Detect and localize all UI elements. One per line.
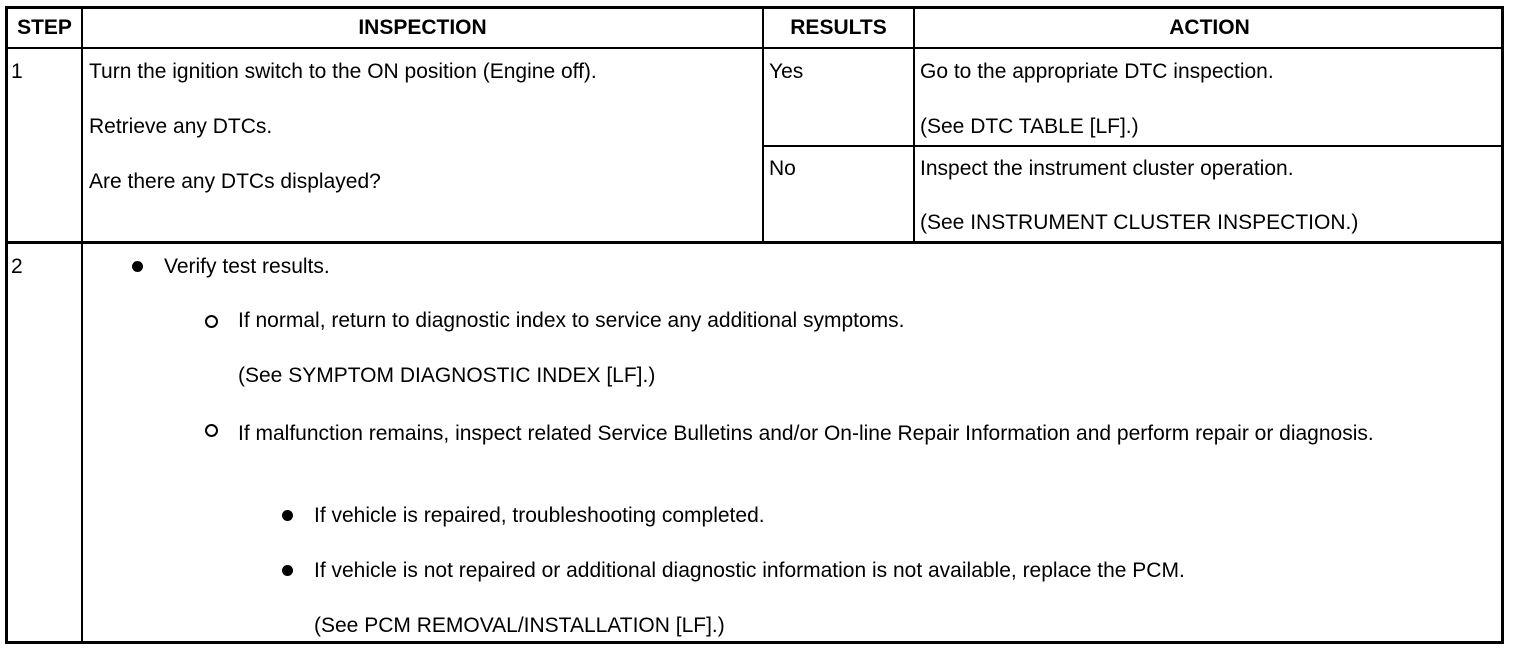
- bullet-icon: [132, 261, 143, 272]
- inspection-line: Retrieve any DTCs.: [89, 115, 273, 138]
- action-yes: Go to the appropriate DTC inspection.: [920, 60, 1274, 83]
- repaired-text: If vehicle is repaired, troubleshooting completed.: [314, 504, 765, 527]
- bullet-icon: [282, 565, 293, 576]
- result-no: No: [769, 157, 796, 180]
- header-step: STEP: [17, 16, 72, 39]
- action-no-reference: (See INSTRUMENT CLUSTER INSPECTION.): [920, 211, 1359, 234]
- open-bullet-icon: [205, 424, 218, 437]
- not-repaired-text: If vehicle is not repaired or additional diagnostic information is not available, replace the PCM.: [314, 559, 1185, 582]
- header-divider: [5, 47, 1504, 49]
- step-number: 1: [11, 60, 23, 83]
- step-number: 2: [11, 255, 23, 278]
- open-bullet-icon: [205, 315, 218, 328]
- result-yes: Yes: [769, 60, 804, 83]
- action-yes-reference: (See DTC TABLE [LF].): [920, 115, 1139, 138]
- header-action: ACTION: [1169, 16, 1250, 39]
- pcm-reference: (See PCM REMOVAL/INSTALLATION [LF].): [314, 614, 725, 637]
- inspection-line: Turn the ignition switch to the ON position (Engine off).: [89, 60, 597, 83]
- verify-text: Verify test results.: [164, 255, 330, 278]
- normal-reference: (See SYMPTOM DIAGNOSTIC INDEX [LF].): [238, 364, 656, 387]
- inspection-column-divider: [762, 6, 764, 243]
- step-column-divider: [81, 6, 83, 644]
- header-inspection: INSPECTION: [358, 16, 487, 39]
- header-results: RESULTS: [790, 16, 887, 39]
- yes-no-divider: [762, 145, 1504, 147]
- bullet-icon: [282, 510, 293, 521]
- results-column-divider: [913, 6, 915, 243]
- row-divider: [5, 241, 1504, 244]
- inspection-line: Are there any DTCs displayed?: [89, 170, 381, 193]
- normal-text: If normal, return to diagnostic index to service any additional symptoms.: [238, 309, 905, 332]
- action-no: Inspect the instrument cluster operation.: [920, 157, 1294, 180]
- malfunction-text: If malfunction remains, inspect related Service Bulletins and/or On-line Repair Information and perform repair or diagnosis.: [238, 422, 1374, 445]
